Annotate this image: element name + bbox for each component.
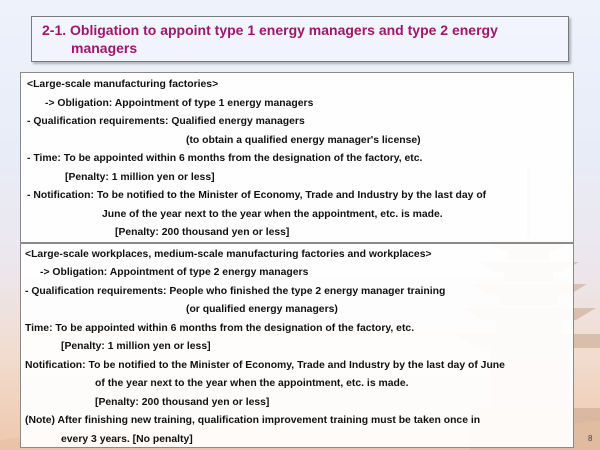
section2-qualification-note: (or qualified energy managers) <box>186 304 338 315</box>
title-line-2: managers <box>71 40 138 56</box>
section2-time: Time: To be appointed within 6 months from the designation of the factory, etc. <box>25 323 415 334</box>
section2-note-cont: every 3 years. [No penalty] <box>61 434 193 445</box>
type1-manager-box <box>20 72 574 243</box>
section2-time-penalty: [Penalty: 1 million yen or less] <box>61 341 211 352</box>
section1-time-penalty: [Penalty: 1 million yen or less] <box>65 172 215 183</box>
section2-note: (Note) After finishing new training, qualification improvement training must be taken once in <box>25 415 481 426</box>
section2-heading: <Large-scale workplaces, medium-scale manufacturing factories and workplaces> <box>25 249 432 260</box>
section1-qualification: - Qualification requirements: Qualified energy managers <box>27 116 305 127</box>
section1-notification-penalty: [Penalty: 200 thousand yen or less] <box>115 227 290 238</box>
section2-qualification: - Qualification requirements: People who finished the type 2 energy manager training <box>25 286 446 297</box>
section1-time: - Time: To be appointed within 6 months from the designation of the factory, etc. <box>27 153 423 164</box>
section1-heading: <Large-scale manufacturing factories> <box>27 79 219 90</box>
section1-qualification-note: (to obtain a qualified energy manager's license) <box>186 135 421 146</box>
section1-notification: - Notification: To be notified to the Minister of Economy, Trade and Industry by the last day of <box>27 190 487 201</box>
title-line-1: 2-1. Obligation to appoint type 1 energy managers and type 2 energy <box>42 22 498 38</box>
section1-obligation: -> Obligation: Appointment of type 1 energy managers <box>45 98 314 109</box>
section2-notification-penalty: [Penalty: 200 thousand yen or less] <box>95 397 270 408</box>
section2-notification-cont: of the year next to the year when the appointment, etc. is made. <box>95 378 409 389</box>
slide-title <box>42 21 552 57</box>
section2-notification: Notification: To be notified to the Minister of Economy, Trade and Industry by the last day of June <box>25 360 505 371</box>
type2-manager-box <box>20 243 574 448</box>
page-number: 8 <box>588 434 593 443</box>
section1-notification-cont: June of the year next to the year when the appointment, etc. is made. <box>102 209 443 220</box>
section2-obligation: -> Obligation: Appointment of type 2 energy managers <box>40 267 309 278</box>
